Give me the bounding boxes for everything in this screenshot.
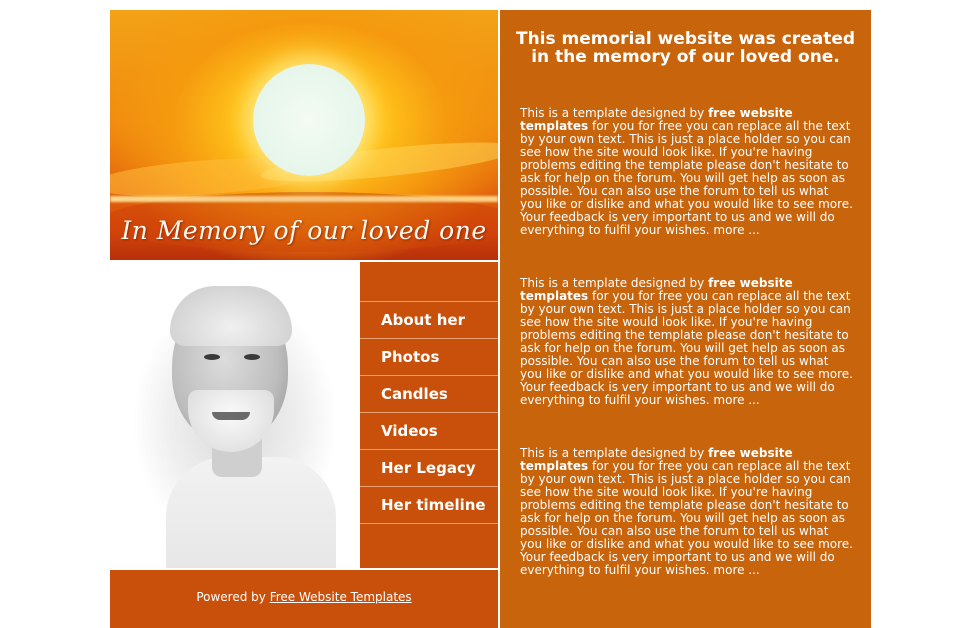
content-column bbox=[500, 10, 871, 628]
menu-item-videos[interactable]: Videos bbox=[360, 413, 498, 450]
heading-line-1: This memorial website was created bbox=[515, 29, 856, 49]
paragraph-intro: This is a template designed by bbox=[520, 106, 705, 120]
paragraph-text: for you for free you can replace all the text by your own text. This is just a place holder so you can see how the site would look like. If you're having problems editing the template please don't hesitate to ask for help bbox=[520, 119, 851, 185]
forum-link[interactable]: on the forum bbox=[594, 511, 673, 525]
menu-item-candles[interactable]: Candles bbox=[360, 376, 498, 413]
free-templates-link[interactable]: free website templates bbox=[520, 106, 793, 133]
page-frame bbox=[110, 10, 871, 628]
free-templates-link[interactable]: free website templates bbox=[520, 276, 793, 303]
portrait-photo bbox=[110, 262, 360, 568]
navigation-menu bbox=[360, 262, 498, 568]
banner-caption: In Memory of our loved one bbox=[121, 216, 487, 245]
menu-item-about-her[interactable]: About her bbox=[360, 302, 498, 339]
content-paragraph bbox=[520, 447, 854, 577]
more-link[interactable]: more ... bbox=[713, 563, 760, 577]
paragraph-intro: This is a template designed by bbox=[520, 276, 705, 290]
footer-link[interactable]: Free Website Templates bbox=[269, 590, 412, 604]
menu-item-her-legacy[interactable]: Her Legacy bbox=[360, 450, 498, 487]
menu-spacer bbox=[360, 262, 498, 302]
content-paragraph bbox=[520, 107, 854, 237]
paragraph-text: . You will get help as soon as possible. You can also use the forum to tell us what you like or dislike and what you would like to see more. Your feedback is very important to us and we will do everything to fulfil your wishes. bbox=[520, 171, 853, 237]
heading-line-2: in the memory of our loved one. bbox=[531, 47, 840, 67]
sun-image bbox=[253, 64, 365, 176]
memorial-banner bbox=[110, 10, 498, 260]
more-link[interactable]: more ... bbox=[713, 223, 760, 237]
forum-link[interactable]: on the forum bbox=[594, 171, 673, 185]
page-heading bbox=[500, 30, 871, 66]
left-column bbox=[110, 10, 498, 628]
portrait-mouth bbox=[212, 412, 250, 420]
portrait-eye bbox=[204, 354, 220, 360]
paragraph-text: for you for free you can replace all the text by your own text. This is just a place holder so you can see how the site would look like. If you're having problems editing the template please don't hesitate to ask for help bbox=[520, 459, 851, 525]
paragraph-text: . You will get help as soon as possible. You can also use the forum to tell us what you like or dislike and what you would like to see more. Your feedback is very important to us and we will do everything to fulfil your wishes. bbox=[520, 511, 853, 577]
free-templates-link[interactable]: free website templates bbox=[520, 446, 793, 473]
more-link[interactable]: more ... bbox=[713, 393, 760, 407]
portrait-hair bbox=[170, 286, 292, 346]
content-paragraph bbox=[520, 277, 854, 407]
horizon-glow bbox=[110, 196, 498, 202]
menu-item-her-timeline[interactable]: Her timeline bbox=[360, 487, 498, 524]
footer bbox=[110, 570, 498, 628]
forum-link[interactable]: on the forum bbox=[594, 341, 673, 355]
portrait-eye bbox=[244, 354, 260, 360]
paragraph-text: for you for free you can replace all the text by your own text. This is just a place holder so you can see how the site would look like. If you're having problems editing the template please don't hesitate to ask for help bbox=[520, 289, 851, 355]
footer-prefix: Powered by bbox=[196, 590, 266, 604]
menu-item-photos[interactable]: Photos bbox=[360, 339, 498, 376]
paragraph-intro: This is a template designed by bbox=[520, 446, 705, 460]
paragraph-text: . You will get help as soon as possible. You can also use the forum to tell us what you like or dislike and what you would like to see more. Your feedback is very important to us and we will do everything to fulfil your wishes. bbox=[520, 341, 853, 407]
